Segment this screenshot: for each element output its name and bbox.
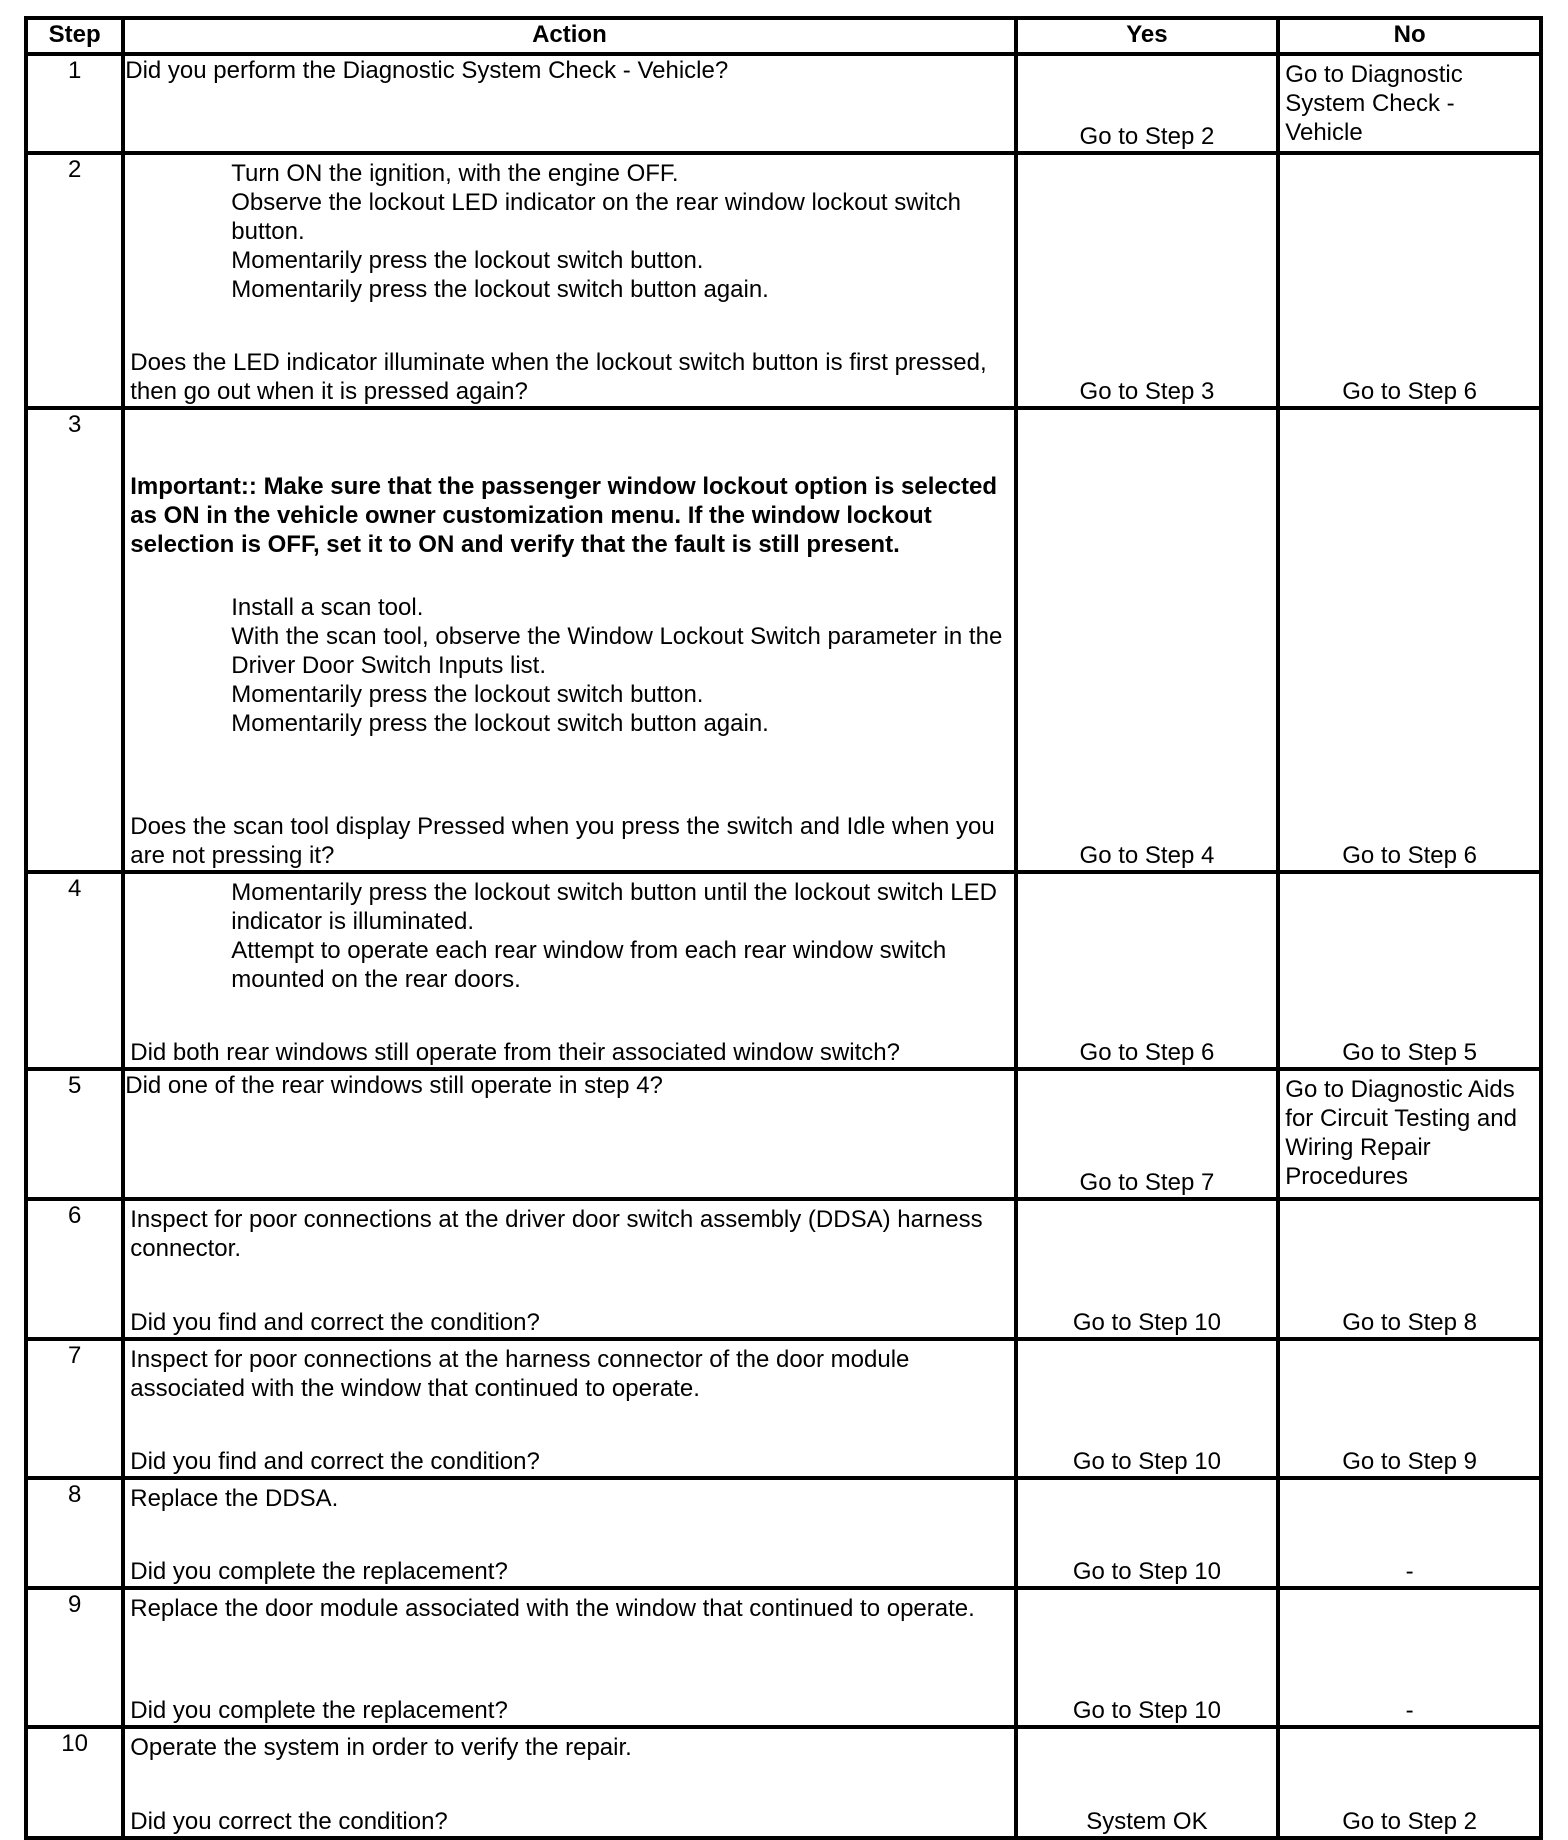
table-row — [26, 153, 1541, 408]
yes-cell — [1016, 153, 1279, 408]
yes-cell — [1016, 1199, 1279, 1339]
action-text — [123, 1478, 1015, 1588]
header-no: No — [1278, 18, 1541, 54]
action-text — [123, 1727, 1015, 1838]
action-bullet: Momentarily press the lockout switch button. — [231, 247, 704, 274]
yes-cell — [1016, 54, 1279, 153]
no-result: Go to Diagnostic Aids for Circuit Testing and Wiring Repair Procedures — [1285, 1076, 1517, 1190]
action-bullet: Momentarily press the lockout switch button again. — [231, 710, 769, 737]
table-row — [26, 872, 1541, 1069]
action-intro: Inspect for poor connections at the driver door switch assembly (DDSA) harness connector. — [130, 1206, 983, 1262]
no-cell — [1278, 872, 1541, 1069]
action-intro: Replace the DDSA. — [130, 1485, 339, 1512]
action-intro: Replace the door module associated with the window that continued to operate. — [130, 1595, 975, 1622]
no-cell — [1278, 1727, 1541, 1838]
no-cell — [1278, 1199, 1541, 1339]
action-text — [123, 1199, 1015, 1339]
step-number: 5 — [26, 1069, 123, 1199]
action-text — [123, 408, 1015, 872]
action-bullet: Momentarily press the lockout switch button until the lockout switch LED indicator is illuminated. — [231, 879, 997, 935]
action-question: Did both rear windows still operate from their associated window switch? — [130, 1039, 900, 1066]
action-text — [123, 153, 1015, 408]
yes-result: Go to Step 3 — [1079, 378, 1215, 405]
no-result: Go to Step 9 — [1342, 1448, 1478, 1475]
step-number: 2 — [26, 153, 123, 408]
action-question: Did you complete the replacement? — [130, 1697, 508, 1724]
step-number: 9 — [26, 1588, 123, 1727]
no-result: Go to Step 8 — [1342, 1309, 1478, 1336]
action-bullet: Attempt to operate each rear window from each rear window switch mounted on the rear doors. — [231, 937, 947, 993]
yes-result: Go to Step 6 — [1079, 1039, 1215, 1066]
yes-result: Go to Step 10 — [1072, 1448, 1221, 1475]
no-cell — [1278, 54, 1541, 153]
yes-result: Go to Step 10 — [1072, 1309, 1221, 1336]
no-cell — [1278, 1069, 1541, 1199]
yes-cell — [1016, 1727, 1279, 1838]
no-cell — [1278, 1478, 1541, 1588]
action-question: Does the LED indicator illuminate when the lockout switch button is first pressed, then go out when it is pressed again? — [130, 349, 987, 405]
action-bullet: Turn ON the ignition, with the engine OFF. — [231, 160, 679, 187]
action-intro: Did you perform the Diagnostic System Check - Vehicle? — [125, 57, 729, 84]
action-bullet: Observe the lockout LED indicator on the rear window lockout switch button. — [231, 189, 961, 245]
action-question: Did you find and correct the condition? — [130, 1448, 540, 1475]
step-number: 10 — [26, 1727, 123, 1838]
step-number: 1 — [26, 54, 123, 153]
no-result: Go to Step 6 — [1342, 842, 1478, 869]
yes-cell — [1016, 1588, 1279, 1727]
action-text — [123, 1339, 1015, 1478]
yes-cell — [1016, 872, 1279, 1069]
yes-result: System OK — [1086, 1808, 1208, 1835]
no-result: - — [1405, 1558, 1414, 1585]
header-step: Step — [26, 18, 123, 54]
yes-result: Go to Step 7 — [1079, 1169, 1215, 1196]
action-question: Did you find and correct the condition? — [130, 1309, 540, 1336]
step-number: 7 — [26, 1339, 123, 1478]
action-bullet: Install a scan tool. — [231, 594, 424, 621]
no-cell — [1278, 1339, 1541, 1478]
no-result: Go to Step 5 — [1342, 1039, 1478, 1066]
yes-result: Go to Step 4 — [1079, 842, 1215, 869]
action-question: Did you complete the replacement? — [130, 1558, 508, 1585]
table-row — [26, 54, 1541, 153]
action-bullet: Momentarily press the lockout switch button. — [231, 681, 704, 708]
table-row — [26, 1339, 1541, 1478]
action-text — [123, 54, 1015, 153]
step-number: 8 — [26, 1478, 123, 1588]
no-result: Go to Step 6 — [1342, 378, 1478, 405]
table-row — [26, 408, 1541, 872]
step-number: 4 — [26, 872, 123, 1069]
action-bullet: With the scan tool, observe the Window Lockout Switch parameter in the Driver Door Switch Inputs list. — [231, 623, 1003, 679]
no-result: - — [1405, 1697, 1414, 1724]
yes-cell — [1016, 1478, 1279, 1588]
no-cell — [1278, 408, 1541, 872]
diagnostic-table — [24, 16, 1543, 1840]
action-question: Did you correct the condition? — [130, 1808, 448, 1835]
no-result: Go to Diagnostic System Check - Vehicle — [1285, 61, 1463, 146]
header-action: Action — [123, 18, 1015, 54]
no-result: Go to Step 2 — [1342, 1808, 1478, 1835]
no-cell — [1278, 1588, 1541, 1727]
step-number: 3 — [26, 408, 123, 872]
table-row — [26, 1199, 1541, 1339]
yes-result: Go to Step 2 — [1079, 123, 1215, 150]
yes-cell — [1016, 408, 1279, 872]
table-row — [26, 1069, 1541, 1199]
table-row — [26, 1588, 1541, 1727]
action-text — [123, 1069, 1015, 1199]
yes-result: Go to Step 10 — [1072, 1697, 1221, 1724]
action-intro: Inspect for poor connections at the harness connector of the door module associated with the window that continued to operate. — [130, 1346, 910, 1402]
header-row — [26, 18, 1541, 54]
table-row — [26, 1727, 1541, 1838]
no-cell — [1278, 153, 1541, 408]
yes-cell — [1016, 1339, 1279, 1478]
action-intro: Did one of the rear windows still operate in step 4? — [125, 1072, 663, 1099]
action-text — [123, 872, 1015, 1069]
action-question: Does the scan tool display Pressed when you press the switch and Idle when you are not pressing it? — [130, 813, 995, 869]
yes-cell — [1016, 1069, 1279, 1199]
action-bullet: Momentarily press the lockout switch button again. — [231, 276, 769, 303]
action-text — [123, 1588, 1015, 1727]
important-note: Important:: Make sure that the passenger window lockout option is selected as ON in the vehicle owner customization menu. If the window lockout selection is OFF, set it to ON and verify that the fault is still present. — [130, 473, 998, 558]
action-intro: Operate the system in order to verify the repair. — [130, 1734, 632, 1761]
table-row — [26, 1478, 1541, 1588]
header-yes: Yes — [1016, 18, 1279, 54]
yes-result: Go to Step 10 — [1072, 1558, 1221, 1585]
step-number: 6 — [26, 1199, 123, 1339]
